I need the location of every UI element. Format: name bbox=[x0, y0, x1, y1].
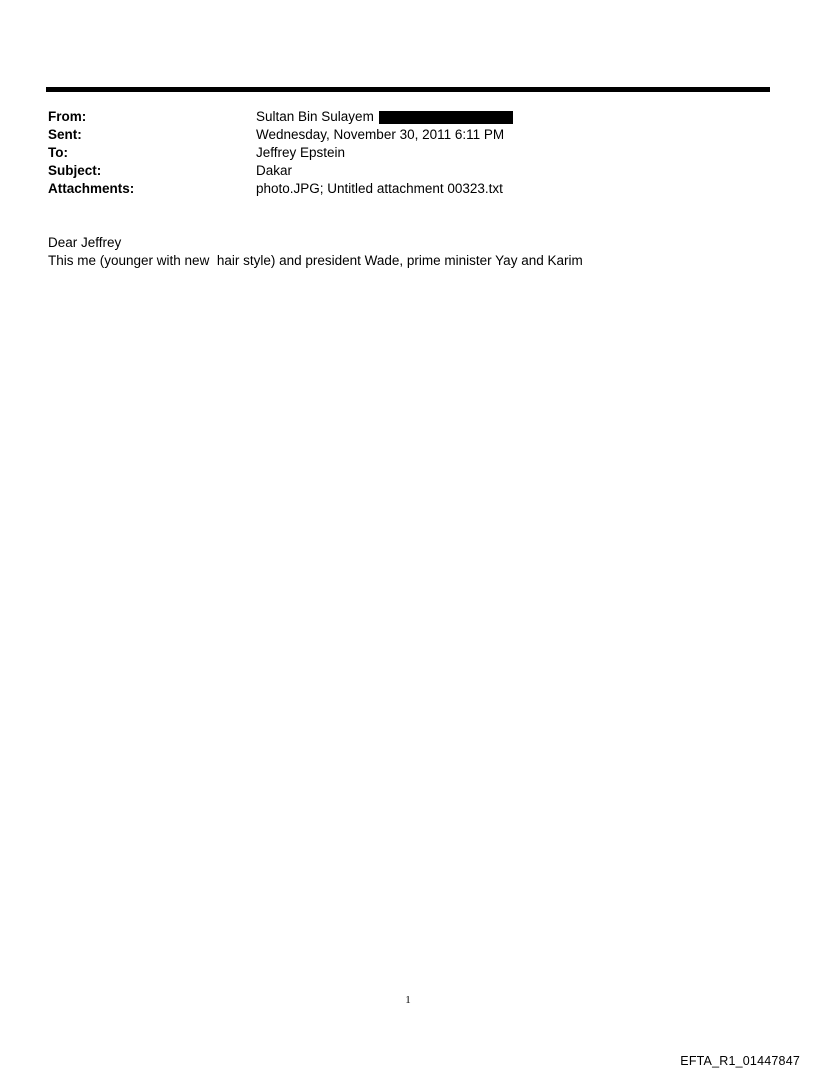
attachments-value: photo.JPG; Untitled attachment 00323.txt bbox=[256, 181, 503, 196]
from-value: Sultan Bin Sulayem bbox=[256, 109, 374, 124]
subject-value: Dakar bbox=[256, 163, 293, 178]
from-value-container bbox=[256, 108, 513, 126]
document-id: EFTA_R1_01447847 bbox=[680, 1054, 800, 1068]
body-line-message: This me (younger with new hair style) and president Wade, prime minister Yay and Karim bbox=[48, 253, 583, 268]
header-divider bbox=[46, 87, 770, 92]
sent-value: Wednesday, November 30, 2011 6:11 PM bbox=[256, 127, 505, 142]
sent-row bbox=[48, 126, 768, 144]
body-line-greeting: Dear Jeffrey bbox=[48, 235, 122, 250]
sent-label: Sent: bbox=[48, 127, 82, 142]
to-value: Jeffrey Epstein bbox=[256, 145, 346, 160]
attachments-row bbox=[48, 180, 768, 198]
from-row bbox=[48, 108, 768, 126]
email-header bbox=[48, 108, 768, 198]
to-row bbox=[48, 144, 768, 162]
subject-row bbox=[48, 162, 768, 180]
subject-label: Subject: bbox=[48, 163, 102, 178]
from-label: From: bbox=[48, 109, 87, 124]
page-number: 1 bbox=[405, 994, 411, 1006]
to-label: To: bbox=[48, 145, 68, 160]
redaction-box bbox=[379, 111, 513, 124]
email-body bbox=[48, 234, 583, 270]
attachments-label: Attachments: bbox=[48, 181, 135, 196]
